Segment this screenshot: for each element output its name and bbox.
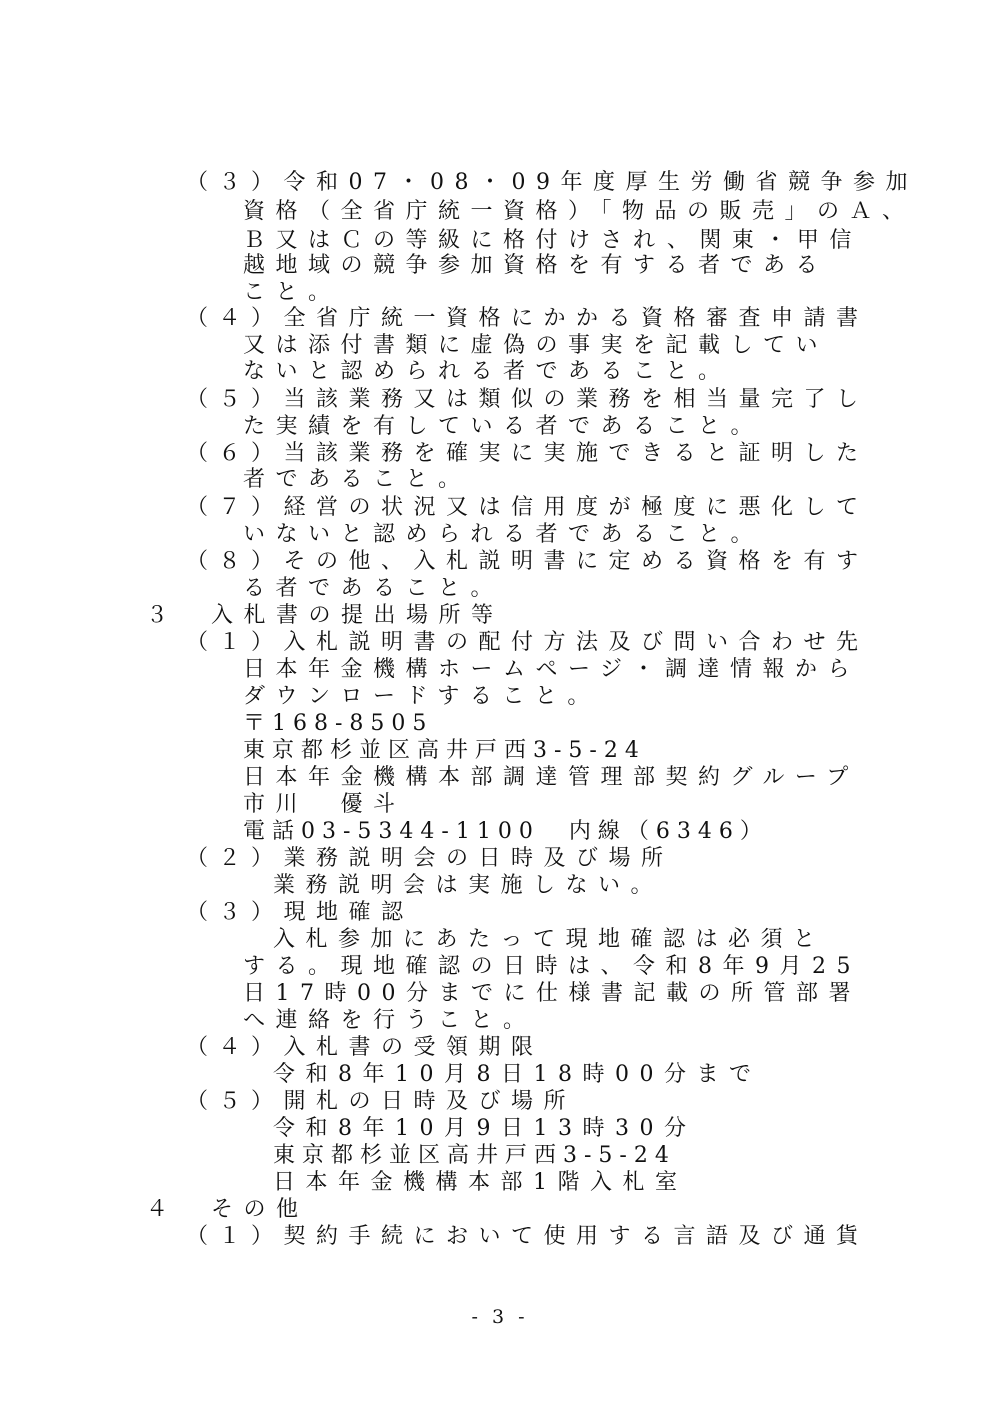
text-line: 日本年金機構本部1階入札室 bbox=[273, 1170, 688, 1195]
text-line: 日本年金機構ホームページ・調達情報から bbox=[243, 657, 861, 682]
text-line: 令和8年10月9日13時30分 bbox=[273, 1116, 697, 1141]
text-line: する。現地確認の日時は、令和8年9月25 bbox=[243, 954, 861, 979]
text-line: 市川 優斗 bbox=[243, 792, 406, 817]
section-heading: ３ 入札書の提出場所等 bbox=[146, 603, 504, 628]
text-line: 〒168-8505 bbox=[243, 711, 434, 736]
text-line: ダウンロードすること。 bbox=[243, 684, 600, 709]
text-line: ないと認められる者であること。 bbox=[243, 359, 731, 384]
text-line: （６）当該業務を確実に実施できると証明した bbox=[186, 441, 869, 466]
text-line: （４）入札書の受領期限 bbox=[186, 1035, 544, 1060]
text-line: （５）開札の日時及び場所 bbox=[186, 1089, 577, 1114]
text-line: いないと認められる者であること。 bbox=[243, 522, 764, 547]
text-line: （２）業務説明会の日時及び場所 bbox=[186, 846, 674, 871]
text-line: （１）契約手続において使用する言語及び通貨 bbox=[186, 1224, 869, 1249]
text-line: 日17時00分までに仕様書記載の所管部署 bbox=[243, 981, 861, 1006]
text-line: 東京都杉並区高井戸西3-5-24 bbox=[273, 1143, 676, 1168]
text-line: （８）その他、入札説明書に定める資格を有す bbox=[186, 549, 869, 574]
text-line: （３）令和07・08・09年度厚生労働省競争参加 bbox=[186, 170, 918, 195]
text-line: 又は添付書類に虚偽の事実を記載してい bbox=[243, 333, 829, 358]
text-line: 資格（全省庁統一資格）「物品の販売」のＡ、 bbox=[243, 199, 915, 224]
section-heading: ４ その他 bbox=[146, 1197, 309, 1222]
text-line: 越地域の競争参加資格を有する者である bbox=[243, 253, 829, 278]
text-line: 業務説明会は実施しない。 bbox=[273, 873, 664, 898]
text-line: （７）経営の状況又は信用度が極度に悪化して bbox=[186, 495, 869, 520]
text-line: た実績を有している者であること。 bbox=[243, 414, 764, 439]
text-line: （４）全省庁統一資格にかかる資格審査申請書 bbox=[186, 306, 869, 331]
text-line: 電話03-5344-1100 内線（6346） bbox=[243, 819, 769, 844]
text-line: 入札参加にあたって現地確認は必須と bbox=[273, 927, 826, 952]
text-line: 令和8年10月8日18時00分まで bbox=[273, 1062, 762, 1087]
text-line: （５）当該業務又は類似の業務を相当量完了し bbox=[186, 387, 869, 412]
text-line: へ連絡を行うこと。 bbox=[243, 1008, 536, 1033]
text-line: 者であること。 bbox=[243, 467, 471, 492]
text-line: （３）現地確認 bbox=[186, 900, 414, 925]
text-line: る者であること。 bbox=[243, 576, 504, 601]
text-line: 東京都杉並区高井戸西3-5-24 bbox=[243, 738, 646, 763]
text-line: （１）入札説明書の配付方法及び問い合わせ先 bbox=[186, 630, 869, 655]
text-line: Ｂ又はＣの等級に格付けされ、関東・甲信 bbox=[243, 228, 862, 253]
page-number: - 3 - bbox=[471, 1306, 529, 1328]
text-line: こと。 bbox=[243, 280, 341, 305]
text-line: 日本年金機構本部調達管理部契約グループ bbox=[243, 765, 859, 790]
